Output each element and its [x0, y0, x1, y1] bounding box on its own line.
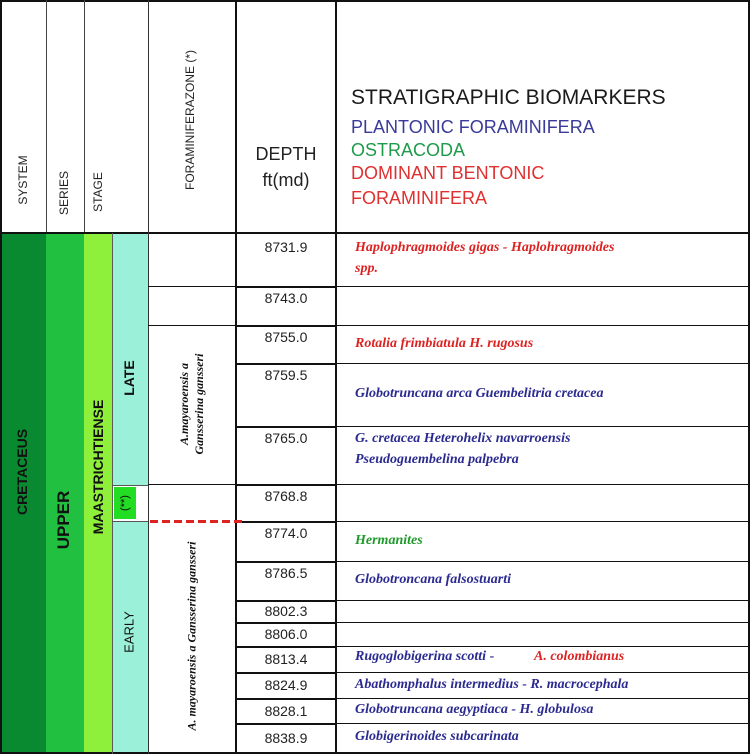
zone-line-2: [148, 325, 235, 326]
depth-value: 8813.4: [264, 651, 308, 667]
boundary-dash: [222, 520, 230, 523]
hdr-sep-3: [148, 0, 149, 754]
row-line-depth: [235, 561, 335, 563]
row-line-bio: [335, 622, 750, 623]
biomarker-text: G. cretacea Heterohelix navarroensis: [355, 431, 571, 446]
depth-header-line2: ft(md): [262, 170, 310, 190]
row-line-depth: [235, 600, 335, 602]
biomarker-text: Rugoglobigerina scotti -: [355, 649, 495, 664]
row-line-bio: [335, 723, 750, 724]
biomarker-text: Pseudoguembelina palpebra: [355, 452, 519, 467]
stage-label: MAASTRICHTIENSE: [90, 399, 106, 535]
system-label: CRETACEUS: [14, 428, 30, 516]
legend-item: PLANTONIC FORAMINIFERA: [351, 117, 595, 137]
legend-item: OSTRACODA: [351, 140, 466, 160]
depth-header-line1: DEPTH: [255, 144, 317, 164]
depth-value: 8759.5: [264, 367, 308, 383]
row-line-bio: [335, 325, 750, 326]
foram-zone-header: FORAMINIFERAZONE (*): [183, 50, 197, 190]
depth-value: 8838.9: [264, 729, 308, 746]
biomarker-text: Haplophragmoides gigas - Haplohragmoides: [355, 240, 615, 255]
depth-value: 8774.0: [264, 525, 308, 541]
biomarker-text: Globotruncana arca Guembelitria cretacea: [355, 386, 604, 401]
biomarker-text: Hermanites: [355, 532, 423, 548]
depth-value: 8802.3: [264, 603, 308, 619]
frame-left: [0, 0, 2, 754]
depth-value: 8786.5: [264, 565, 308, 581]
stage-header: STAGE: [91, 172, 105, 212]
boundary-dash: [186, 520, 194, 523]
hdr-sep-1: [46, 0, 47, 232]
substage-late-label: LATE: [121, 360, 137, 396]
biomarker-text: Rotalia frimbiatula H. rugosus: [355, 335, 534, 351]
substage-early-label: EARLY: [121, 611, 137, 653]
depth-value: 8765.0: [264, 430, 308, 446]
boundary-dash: [150, 520, 158, 523]
row-line-bio: [335, 672, 750, 673]
row-line-depth: [235, 622, 335, 624]
row-line-depth: [235, 646, 335, 648]
depth-value: 8828.1: [264, 702, 308, 719]
substage-sep-1: [112, 233, 113, 754]
zone-line-1: [148, 286, 235, 287]
row-line-depth: [235, 286, 335, 288]
row-line-bio-partial: [335, 426, 750, 427]
row-line-depth: [235, 521, 335, 523]
biomarker-text: spp.: [355, 261, 378, 276]
biomarkers-title: STRATIGRAPHIC BIOMARKERS: [351, 86, 666, 109]
biomarker-text: A. colombianus: [534, 649, 625, 664]
series-label: UPPER: [54, 490, 73, 550]
boundary-dash: [162, 520, 170, 523]
system-header: SYSTEM: [16, 155, 30, 205]
depth-value: 8743.0: [264, 290, 308, 306]
boundary-dash: [198, 520, 206, 523]
boundary-dash: [210, 520, 218, 523]
row-line-depth: [235, 698, 335, 700]
legend-item: DOMINANT BENTONIC: [351, 163, 545, 183]
hdr-sep-4: [235, 0, 237, 754]
depth-value: 8768.8: [264, 488, 308, 504]
hdr-sep-5: [335, 0, 337, 754]
row-line-depth: [235, 723, 335, 725]
legend-item: FORAMINIFERA: [351, 188, 488, 208]
biomarker-text: Globotruncana aegyptiaca - H. globulosa: [355, 702, 594, 717]
biomarker-text: Abathomphalus intermedius - R. macrocephala: [355, 676, 629, 692]
row-line-bio: [335, 646, 750, 647]
depth-value: 8806.0: [264, 626, 308, 642]
biomarker-text: Globotroncana falsostuarti: [355, 572, 511, 587]
row-line-bio: [335, 698, 750, 699]
frame-top: [0, 0, 750, 2]
row-line-depth: [235, 484, 335, 486]
substage-mark-label: (**): [119, 495, 131, 511]
series-header: SERIES: [57, 170, 71, 216]
zone-upper-label: A.mayaroensis a Gansserina gansseri: [177, 353, 206, 455]
depth-value: 8755.0: [264, 329, 308, 345]
row-line-bio: [335, 600, 750, 601]
row-line-bio: [335, 286, 750, 287]
row-line-depth: [235, 426, 335, 428]
substage-line-2: [112, 521, 148, 522]
row-line-depth: [235, 672, 335, 674]
zone-line-3: [148, 484, 235, 485]
biomarker-text: Globigerinoides subcarinata: [355, 729, 519, 744]
boundary-dash: [174, 520, 182, 523]
hdr-sep-2: [84, 0, 85, 232]
row-line-bio: [335, 484, 750, 485]
depth-value: 8824.9: [264, 677, 308, 693]
row-line-bio: [335, 521, 750, 522]
row-line-bio: [335, 363, 750, 364]
substage-line-1: [112, 485, 148, 486]
substage-late-block: [112, 233, 148, 485]
depth-value: 8731.9: [264, 239, 308, 255]
row-line-depth: [235, 363, 335, 365]
row-line-depth: [235, 325, 335, 327]
row-line-bio: [335, 561, 750, 562]
boundary-dash: [234, 520, 242, 523]
zone-lower-label: A. mayaroensis a Gansserina gansseri: [184, 541, 199, 731]
